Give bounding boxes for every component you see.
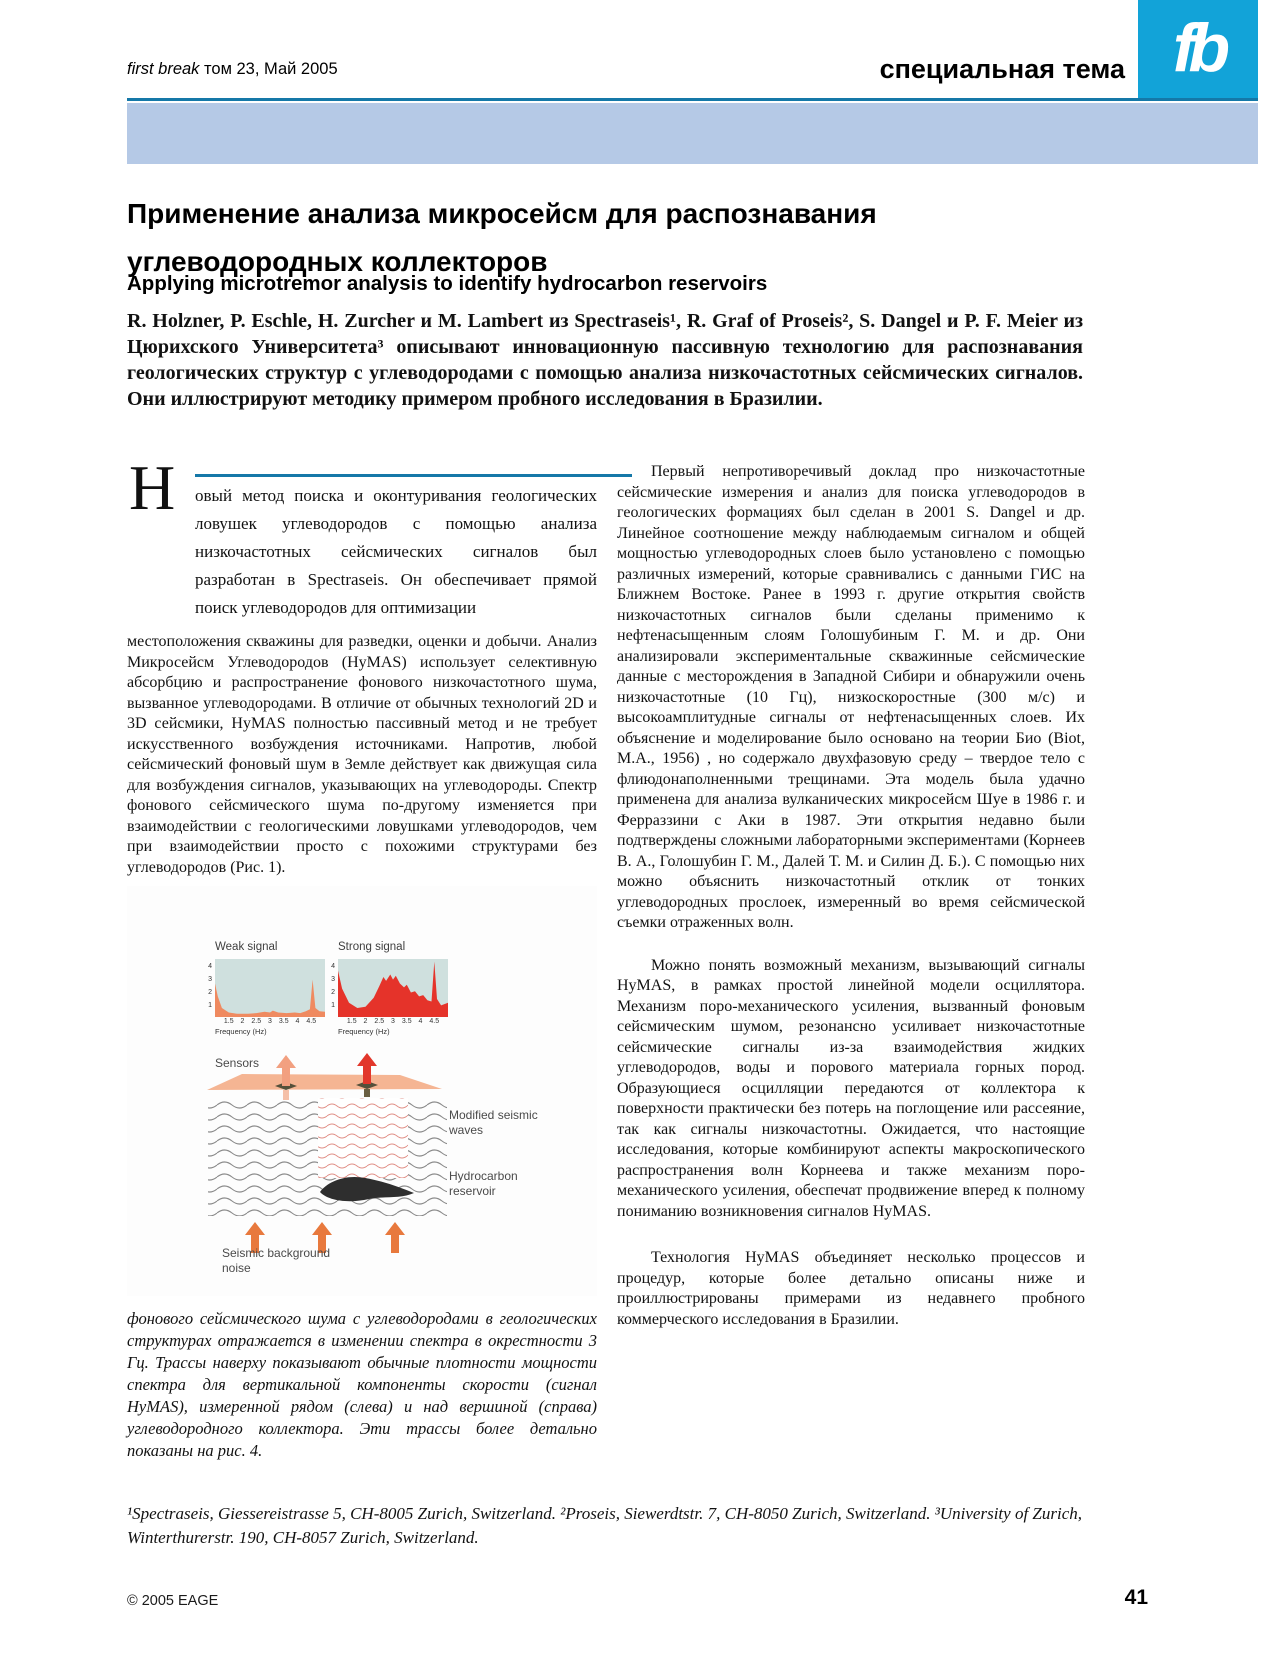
article-title-en: Applying microtremor analysis to identify hydrocarbon reservoirs [127, 272, 768, 295]
strong-signal-area [338, 959, 448, 1017]
right-paragraph-1: Первый непротиворечивый доклад про низкочастотные сейсмические измерения и анализ для поиска углеводородов в геологических формациях был сделан в 2001 S. Dangel и др. Линейное соотношение между наблюдаемым сигналом и общей мощностью углеводородных слоев было установлено с помощью различных измерений, которые сравнивались с данными ГИС на Ближнем Востоке. Ранее в 1993 г. другие открытия свойств низкочастотных сигналов были сделаны применимо к нефтенасыщенным слоям Голошубиным Г. М. и др. Они анализировали экспериментальные скважинные сейсмические данные с месторождения в Западной Сибири и обнаружили очень низкочастотные (10 Гц), низкоскоростные (300 м/с) и высокоамплитудные сигналы от нефтенасыщенных слоев. Их объяснение и моделирование было основано на теории Био (Biot, M.A., 1956) , но содержало двухфазовую среду – твердое тело с флиюдонаполненными трещинами. Эта модель была удачно применена для анализа вулканических микросейсм Шуе в 1986 г. и Ферраззини с Аки в 1987. Эти открытия недавно были подтверждены сложными лабораторными экспериментами (Корнеев В. А., Голошубин Г. М., Далей Т. М. и Силин Д. Б.). С помощью них можно объяснить низкочастотный отклик от тонких углеводородных прослоек, измеренный во время сейсмической съемки отраженных волн. [617, 463, 1085, 931]
weak-signal-area [215, 959, 325, 1017]
fb-logo: fb [1138, 0, 1258, 100]
y-axis-ticks: 1 2 3 4 [331, 963, 335, 1009]
dropcap: Н [129, 452, 176, 523]
noise-arrow-icon [385, 1222, 405, 1253]
surface-sheet [207, 1074, 442, 1090]
right-paragraph-3: Технология HyMAS объединяет несколько процессов и процедур, которые более детально описаны ниже и проиллюстрированы примерами из недавнего пробного коммерческого исследования в Бразилии. [617, 1249, 1085, 1328]
intro-paragraph [127, 448, 597, 622]
background-noise-label: Seismic background noise [222, 1246, 331, 1275]
byline: R. Holzner, P. Eschle, H. Zurcher и M. Lambert из Spectraseis¹, R. Graf of Proseis², S. Dangel и P. F. Meier из Цюрихского Университета³ описывают инновационную пассивную технологию для распознавания геологических структур с углеводородами с помощью анализа низкочастотных сейсмических сигналов. Они иллюстрируют методику примером пробного исследования в Бразилии. [127, 310, 1083, 410]
journal-issue: том 23, Май 2005 [204, 60, 338, 78]
journal-name: first break [127, 60, 200, 78]
modified-seismic-waves [318, 1098, 408, 1178]
header-journal-issue [127, 60, 338, 79]
x-axis-label: Frequency (Hz) [215, 1027, 267, 1036]
chart-title: Weak signal [215, 941, 278, 953]
copyright: © 2005 EAGE [127, 1593, 219, 1609]
header-rule [127, 98, 1258, 101]
article-columns [127, 448, 1085, 1462]
figure-1 [127, 886, 597, 1296]
affiliations-footnote: ¹Spectraseis, Giessereistrasse 5, CH-8005 Zurich, Switzerland. ²Proseis, Siewerdtstr. 7, CH-8050 Zurich, Switzerland. ³University of Zurich, Winterthurerstr. 190, CH-8057 Zurich, Switzerland. [127, 1504, 1083, 1547]
page-number: 41 [1124, 1586, 1148, 1609]
left-paragraph: местоположения скважины для разведки, оценки и добычи. Анализ Микросейсм Углеводородов (HyMAS) использует селективную абсорбцию и распространение фонового низкочастотного шума, вызванное углеводородами. В отличие от обычных технологий 2D и 3D сейсмики, HyMAS полностью пассивный метод и не требует искусственного возбуждения источниками. Напротив, любой сейсмический фоновый шум в Земле действует как движущая сила для возбуждения сигналов, указывающих на углеводороды. Спектр фонового сейсмического шума по-другому изменяется при взаимодействии с геологическими ловушками углеводородов, чем при взаимодействии просто с похожими структурами без углеводородов (Рис. 1). [127, 633, 597, 876]
section-title: специальная тема [879, 54, 1125, 84]
hydrocarbon-reservoir-label: Hydrocarbon reservoir [449, 1169, 518, 1198]
weak-signal-chart [207, 941, 339, 1036]
modified-waves-label: Modified seismic waves [449, 1108, 538, 1137]
intro-rule [195, 474, 632, 477]
article-title-ru-line2: углеводородных коллекторов [127, 246, 548, 277]
article-title-ru-line1: Применение анализа микросейсм для распознавания [127, 198, 877, 229]
header-band [127, 103, 1258, 164]
figure-caption: фонового сейсмического шума с углеводородами в геологических структурах отражается в изменении спектра в окрестности 3 Гц. Трассы наверху показывают обычные плотности мощности спектра для вертикальной компоненты скорости (сигнал HyMAS), измеренной рядом (слева) и над вершиной (справа) углеводородного коллектора. Эти трассы более детально показаны на рис. 4. [127, 1309, 597, 1460]
chart-title: Strong signal [338, 941, 406, 953]
chart-plot [208, 959, 325, 1017]
right-paragraph-2: Можно понять возможный механизм, вызывающий сигналы HyMAS, в рамках простой линейной модели осциллятора. Механизм поро-механического усиления, вызванный фоновым сейсмическим шумом, резонансно усиливает низкочастотные сейсмические сигналы из-за взаимодействия жидких углеводородов, воды и порового материала горных пород. Образующиеся осцилляции передаются от коллектора к поверхности практически без потерь на поглощение или рассеяние, так как сигналы низкочастотны. Ожидается, что настоящие исследования, которые комбинируют аспекты макроскопического распространения волн Корнеева и также механизм поро-механического усиления, обеспечат продвижение вперед к полному пониманию возникновения сигналов HyMAS. [617, 956, 1085, 1220]
sensors-label: Sensors [215, 1056, 260, 1070]
x-axis-label: Frequency (Hz) [338, 1027, 390, 1036]
intro-text: овый метод поиска и оконтуривания геологических ловушек углеводородов с помощью анализа низкочастотных сейсмических сигналов был разработан в Spectraseis. Он обеспечивает прямой поиск углеводородов для оптимизации [195, 486, 597, 617]
chart-plot [331, 959, 448, 1017]
strong-signal-chart [330, 941, 462, 1036]
x-axis-ticks: 1.5 2 2.5 3 3.5 4 4.5 [223, 1018, 317, 1025]
y-axis-ticks: 1 2 3 4 [208, 963, 212, 1009]
x-axis-ticks: 1.5 2 2.5 3 3.5 4 4.5 [346, 1018, 440, 1025]
right-column [617, 448, 1085, 1462]
left-column [127, 448, 597, 1462]
